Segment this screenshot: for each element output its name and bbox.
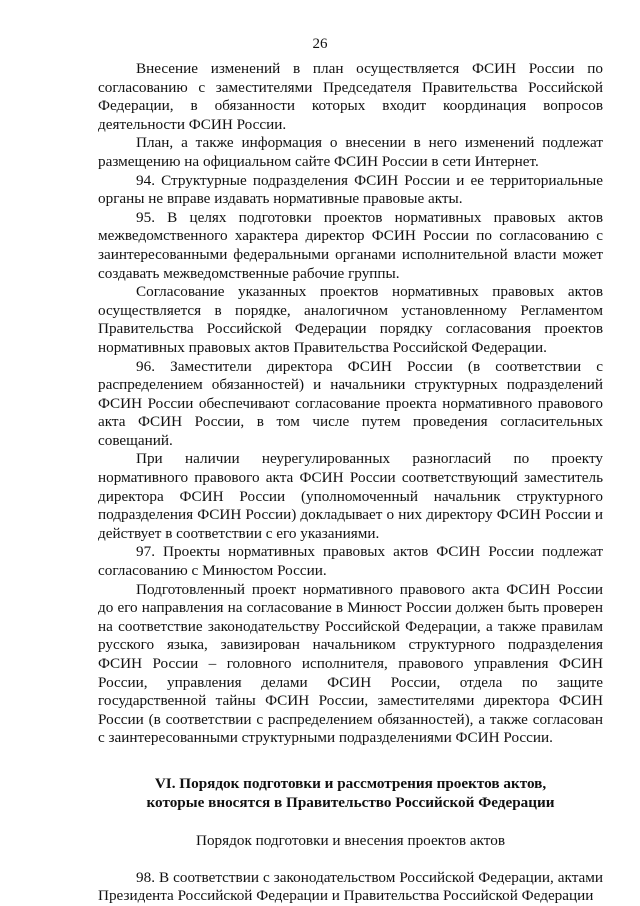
paragraph: Подготовленный проект нормативного правового акта ФСИН России до его направления на согласование в Минюст России должен быть проверен на соответствие законодательству Российской Федерации, а также правилам русского языка, завизирован начальником структурного подразделения ФСИН России – головного исполнителя, правового управления ФСИН России, управления делами ФСИН России, отдела по защите государственной тайны ФСИН России, заместителями директора ФСИН России (в соответствии с распределением обязанностей), а также согласован с заинтересованными структурными подразделениями ФСИН России. <box>98 580 603 747</box>
paragraph-98: 98. В соответствии с законодательством Российской Федерации, актами Президента Российской Федерации и Правительства Российской Федерации <box>98 868 603 905</box>
section-heading-line: которые вносятся в Правительство Российской Федерации <box>146 793 555 811</box>
subheading: Порядок подготовки и внесения проектов актов <box>196 831 505 849</box>
paragraph-95: 95. В целях подготовки проектов нормативных правовых актов межведомственного характера директор ФСИН России по согласованию с заинтересованными федеральными органами исполнительной власти может создавать межведомственные рабочие группы. <box>98 208 603 282</box>
document-body <box>98 60 603 906</box>
paragraph: Внесение изменений в план осуществляется ФСИН России по согласованию с заместителями Председателя Правительства Российской Федерации, в обязанности которых входит координация вопросов деятельности ФСИН России. <box>98 60 603 133</box>
paragraph-94: 94. Структурные подразделения ФСИН России и ее территориальные органы не вправе издавать нормативные правовые акты. <box>98 171 603 208</box>
page-number: 26 <box>312 36 328 52</box>
section-heading <box>98 774 603 812</box>
paragraph: Согласование указанных проектов нормативных правовых актов осуществляется в порядке, аналогичном установленному Регламентом Правительства Российской Федерации порядку согласования проектов нормативных правовых актов Правительства Российской Федерации. <box>98 283 603 356</box>
section-heading-line: VI. Порядок подготовки и рассмотрения проектов актов, <box>154 774 547 792</box>
paragraph: План, а также информация о внесении в него изменений подлежат размещению на официальном сайте ФСИН России в сети Интернет. <box>98 134 603 170</box>
paragraph-96: 96. Заместители директора ФСИН России (в соответствии с распределением обязанностей) и начальники структурных подразделений ФСИН России обеспечивают согласование проекта нормативного правового акта ФСИН России, в том числе путем проведения согласительных совещаний. <box>98 357 603 449</box>
paragraph: При наличии неурегулированных разногласий по проекту нормативного правового акта ФСИН России соответствующий заместитель директора ФСИН России (уполномоченный начальник структурного подразделения ФСИН России) докладывает о них директору ФСИН России и действует в соответствии с его указаниями. <box>98 450 603 542</box>
paragraph-97: 97. Проекты нормативных правовых актов ФСИН России подлежат согласованию с Минюстом России. <box>98 543 603 580</box>
